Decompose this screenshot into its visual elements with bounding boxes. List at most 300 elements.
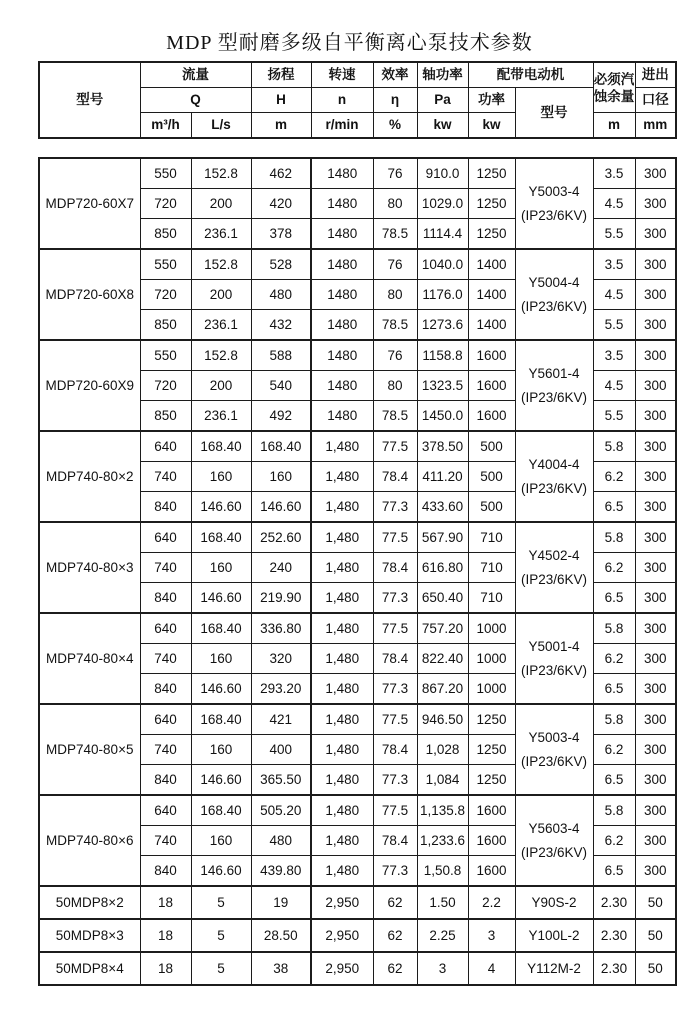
value-cell: 2.2: [468, 886, 515, 919]
value-cell: 6.2: [593, 735, 635, 765]
value-cell: 160: [251, 462, 311, 492]
value-cell: 1,480: [311, 795, 373, 826]
value-cell: 1250: [468, 704, 515, 735]
header-unit-npsh-m: m: [593, 113, 635, 139]
value-cell: 720: [140, 280, 191, 310]
value-cell: 640: [140, 704, 191, 735]
header-unit-rmin: r/min: [311, 113, 373, 139]
value-cell: 18: [140, 952, 191, 985]
value-cell: 1600: [468, 795, 515, 826]
value-cell: 2,950: [311, 952, 373, 985]
value-cell: 160: [191, 644, 251, 674]
value-cell: 62: [373, 952, 417, 985]
motor-model-cell: [515, 249, 593, 340]
value-cell: 300: [635, 189, 676, 219]
value-cell: 1400: [468, 310, 515, 341]
value-cell: 78.5: [373, 310, 417, 341]
value-cell: 4: [468, 952, 515, 985]
header-shaft-power: 轴功率: [417, 62, 468, 88]
value-cell: 77.3: [373, 674, 417, 705]
header-speed: 转速: [311, 62, 373, 88]
value-cell: 1450.0: [417, 401, 468, 432]
value-cell: 1,480: [311, 553, 373, 583]
value-cell: 236.1: [191, 401, 251, 432]
value-cell: 740: [140, 553, 191, 583]
value-cell: 1,480: [311, 674, 373, 705]
value-cell: 740: [140, 826, 191, 856]
table-row: [39, 522, 676, 553]
value-cell: 411.20: [417, 462, 468, 492]
motor-model-line: Y5004-4: [528, 274, 580, 290]
value-cell: 300: [635, 704, 676, 735]
value-cell: 1400: [468, 280, 515, 310]
value-cell: 1,233.6: [417, 826, 468, 856]
value-cell: 6.2: [593, 462, 635, 492]
model-cell: 50MDP8×4: [39, 952, 140, 985]
value-cell: 252.60: [251, 522, 311, 553]
value-cell: 1,480: [311, 613, 373, 644]
value-cell: 5.8: [593, 704, 635, 735]
header-unit-m: m: [251, 113, 311, 139]
header-flow: 流量: [140, 62, 251, 88]
body-rows: [39, 158, 676, 985]
value-cell: 1480: [311, 249, 373, 280]
value-cell: 76: [373, 249, 417, 280]
header-unit-kw-shaft: kw: [417, 113, 468, 139]
motor-model-cell: [515, 522, 593, 613]
value-cell: 1,135.8: [417, 795, 468, 826]
value-cell: 1323.5: [417, 371, 468, 401]
value-cell: 78.4: [373, 462, 417, 492]
header-flow-q: Q: [140, 88, 251, 113]
value-cell: 1273.6: [417, 310, 468, 341]
header-inout-2: 口径: [635, 88, 676, 113]
value-cell: 6.2: [593, 553, 635, 583]
value-cell: 152.8: [191, 340, 251, 371]
value-cell: 500: [468, 462, 515, 492]
value-cell: 550: [140, 340, 191, 371]
value-cell: 640: [140, 431, 191, 462]
value-cell: 1480: [311, 371, 373, 401]
value-cell: 336.80: [251, 613, 311, 644]
value-cell: 50: [635, 919, 676, 952]
value-cell: 300: [635, 401, 676, 432]
page-title: MDP 型耐磨多级自平衡离心泵技术参数: [166, 32, 533, 54]
value-cell: 62: [373, 919, 417, 952]
value-cell: 1,480: [311, 462, 373, 492]
value-cell: 3: [417, 952, 468, 985]
value-cell: 152.8: [191, 249, 251, 280]
value-cell: 1040.0: [417, 249, 468, 280]
value-cell: 76: [373, 158, 417, 189]
value-cell: 640: [140, 613, 191, 644]
value-cell: 710: [468, 553, 515, 583]
header-unit-m3h: m³/h: [140, 113, 191, 139]
value-cell: 1480: [311, 310, 373, 341]
value-cell: 420: [251, 189, 311, 219]
value-cell: 910.0: [417, 158, 468, 189]
value-cell: 650.40: [417, 583, 468, 614]
value-cell: 300: [635, 583, 676, 614]
value-cell: 200: [191, 189, 251, 219]
motor-model-line: Y4004-4: [528, 456, 580, 472]
value-cell: 740: [140, 735, 191, 765]
value-cell: 840: [140, 492, 191, 523]
value-cell: 1600: [468, 856, 515, 887]
motor-model-line: Y5601-4: [528, 365, 580, 381]
value-cell: 146.60: [191, 583, 251, 614]
value-cell: 168.40: [191, 795, 251, 826]
value-cell: 500: [468, 431, 515, 462]
value-cell: 77.3: [373, 492, 417, 523]
value-cell: 300: [635, 219, 676, 250]
value-cell: 50: [635, 886, 676, 919]
value-cell: 168.40: [191, 522, 251, 553]
header-npsh-line1: 必须汽: [593, 71, 635, 87]
header-npsh-line2: 蚀余量: [593, 88, 635, 104]
value-cell: 38: [251, 952, 311, 985]
value-cell: 5: [191, 919, 251, 952]
motor-model-cell: [515, 613, 593, 704]
value-cell: 640: [140, 795, 191, 826]
value-cell: 840: [140, 674, 191, 705]
value-cell: 616.80: [417, 553, 468, 583]
value-cell: 77.3: [373, 856, 417, 887]
value-cell: 588: [251, 340, 311, 371]
header-unit-mm: mm: [635, 113, 676, 139]
value-cell: 146.60: [191, 856, 251, 887]
value-cell: 78.4: [373, 644, 417, 674]
value-cell: 365.50: [251, 765, 311, 796]
motor-model-cell: [515, 886, 593, 919]
value-cell: 2.25: [417, 919, 468, 952]
value-cell: 78.5: [373, 219, 417, 250]
value-cell: 757.20: [417, 613, 468, 644]
value-cell: 1000: [468, 674, 515, 705]
value-cell: 320: [251, 644, 311, 674]
motor-model-line: (IP23/6KV): [520, 207, 588, 223]
value-cell: 439.80: [251, 856, 311, 887]
motor-model-line: Y5001-4: [528, 638, 580, 654]
value-cell: 80: [373, 280, 417, 310]
value-cell: 4.5: [593, 189, 635, 219]
value-cell: 77.5: [373, 704, 417, 735]
value-cell: 78.4: [373, 553, 417, 583]
value-cell: 432: [251, 310, 311, 341]
value-cell: 146.60: [251, 492, 311, 523]
value-cell: 1480: [311, 401, 373, 432]
value-cell: 946.50: [417, 704, 468, 735]
value-cell: 1600: [468, 401, 515, 432]
value-cell: 1480: [311, 280, 373, 310]
value-cell: 6.5: [593, 856, 635, 887]
value-cell: 5.8: [593, 431, 635, 462]
model-cell: MDP720-60X7: [39, 158, 140, 249]
value-cell: 740: [140, 644, 191, 674]
value-cell: 850: [140, 219, 191, 250]
value-cell: 1,084: [417, 765, 468, 796]
value-cell: 160: [191, 735, 251, 765]
header-eff-eta: η: [373, 88, 417, 113]
header-row-1: [39, 62, 676, 88]
header-motor: 配带电动机: [468, 62, 593, 88]
motor-model-line: Y90S-2: [531, 894, 577, 910]
value-cell: 160: [191, 553, 251, 583]
value-cell: 6.2: [593, 826, 635, 856]
value-cell: 1250: [468, 189, 515, 219]
value-cell: 300: [635, 431, 676, 462]
motor-model-line: Y5003-4: [528, 729, 580, 745]
value-cell: 28.50: [251, 919, 311, 952]
value-cell: 480: [251, 280, 311, 310]
motor-model-line: (IP23/6KV): [520, 389, 588, 405]
header-speed-n: n: [311, 88, 373, 113]
value-cell: 505.20: [251, 795, 311, 826]
value-cell: 5.8: [593, 522, 635, 553]
value-cell: 2,950: [311, 886, 373, 919]
table-row: [39, 249, 676, 280]
value-cell: 300: [635, 462, 676, 492]
value-cell: 1600: [468, 826, 515, 856]
model-cell: MDP720-60X9: [39, 340, 140, 431]
motor-model-cell: [515, 158, 593, 249]
value-cell: 640: [140, 522, 191, 553]
model-cell: 50MDP8×3: [39, 919, 140, 952]
table-row: [39, 431, 676, 462]
value-cell: 160: [191, 826, 251, 856]
value-cell: 3.5: [593, 158, 635, 189]
value-cell: 1029.0: [417, 189, 468, 219]
value-cell: 1,480: [311, 644, 373, 674]
value-cell: 78.4: [373, 826, 417, 856]
header-unit-kw-motor: kw: [468, 113, 515, 139]
value-cell: 1000: [468, 613, 515, 644]
value-cell: 3.5: [593, 249, 635, 280]
value-cell: 567.90: [417, 522, 468, 553]
value-cell: 300: [635, 249, 676, 280]
motor-model-line: (IP23/6KV): [520, 298, 588, 314]
data-table: [38, 157, 677, 986]
table-row: [39, 886, 676, 919]
value-cell: 146.60: [191, 492, 251, 523]
motor-model-line: (IP23/6KV): [520, 844, 588, 860]
value-cell: 300: [635, 492, 676, 523]
value-cell: 840: [140, 856, 191, 887]
value-cell: 840: [140, 765, 191, 796]
value-cell: 2,950: [311, 919, 373, 952]
value-cell: 850: [140, 401, 191, 432]
value-cell: 421: [251, 704, 311, 735]
value-cell: 492: [251, 401, 311, 432]
value-cell: 80: [373, 371, 417, 401]
value-cell: 1000: [468, 644, 515, 674]
value-cell: 1,50.8: [417, 856, 468, 887]
value-cell: 78.4: [373, 735, 417, 765]
value-cell: 480: [251, 826, 311, 856]
value-cell: 300: [635, 856, 676, 887]
value-cell: 300: [635, 674, 676, 705]
motor-model-cell: [515, 919, 593, 952]
value-cell: 300: [635, 826, 676, 856]
value-cell: 1176.0: [417, 280, 468, 310]
value-cell: 1114.4: [417, 219, 468, 250]
header-shaft-pa: Pa: [417, 88, 468, 113]
value-cell: 146.60: [191, 674, 251, 705]
value-cell: 168.40: [191, 431, 251, 462]
value-cell: 77.3: [373, 583, 417, 614]
value-cell: 1,480: [311, 522, 373, 553]
value-cell: 240: [251, 553, 311, 583]
motor-model-cell: [515, 340, 593, 431]
motor-model-line: Y4502-4: [528, 547, 580, 563]
value-cell: 168.40: [191, 613, 251, 644]
motor-model-cell: [515, 704, 593, 795]
motor-model-line: Y112M-2: [527, 960, 581, 976]
value-cell: 80: [373, 189, 417, 219]
value-cell: 550: [140, 158, 191, 189]
model-cell: MDP740-80×5: [39, 704, 140, 795]
table-row: [39, 952, 676, 985]
value-cell: 4.5: [593, 371, 635, 401]
value-cell: 3.5: [593, 340, 635, 371]
header-head-h: H: [251, 88, 311, 113]
table-row: [39, 158, 676, 189]
value-cell: 2.30: [593, 919, 635, 952]
header-model: 型号: [39, 62, 140, 138]
value-cell: 1480: [311, 219, 373, 250]
table-row: [39, 704, 676, 735]
header-motor-model: 型号: [515, 88, 593, 139]
value-cell: 1,480: [311, 826, 373, 856]
value-cell: 5.5: [593, 401, 635, 432]
value-cell: 500: [468, 492, 515, 523]
value-cell: 236.1: [191, 219, 251, 250]
value-cell: 378.50: [417, 431, 468, 462]
value-cell: 5: [191, 886, 251, 919]
value-cell: 850: [140, 310, 191, 341]
value-cell: 720: [140, 189, 191, 219]
value-cell: 6.5: [593, 583, 635, 614]
value-cell: 77.5: [373, 613, 417, 644]
value-cell: 300: [635, 735, 676, 765]
value-cell: 1480: [311, 340, 373, 371]
value-cell: 1,480: [311, 704, 373, 735]
model-cell: MDP740-80×4: [39, 613, 140, 704]
value-cell: 2.30: [593, 886, 635, 919]
value-cell: 720: [140, 371, 191, 401]
motor-model-line: Y100L-2: [528, 927, 580, 943]
value-cell: 1,480: [311, 492, 373, 523]
model-cell: MDP740-80×2: [39, 431, 140, 522]
value-cell: 462: [251, 158, 311, 189]
value-cell: 378: [251, 219, 311, 250]
value-cell: 1250: [468, 765, 515, 796]
value-cell: 5.5: [593, 310, 635, 341]
value-cell: 4.5: [593, 280, 635, 310]
table-row: [39, 795, 676, 826]
model-cell: MDP720-60X8: [39, 249, 140, 340]
value-cell: 200: [191, 371, 251, 401]
motor-model-line: (IP23/6KV): [520, 571, 588, 587]
value-cell: 710: [468, 583, 515, 614]
value-cell: 300: [635, 340, 676, 371]
header-head: 扬程: [251, 62, 311, 88]
value-cell: 840: [140, 583, 191, 614]
value-cell: 300: [635, 371, 676, 401]
value-cell: 77.3: [373, 765, 417, 796]
value-cell: 300: [635, 795, 676, 826]
table-row: [39, 613, 676, 644]
value-cell: 300: [635, 765, 676, 796]
value-cell: 50: [635, 952, 676, 985]
value-cell: 1600: [468, 371, 515, 401]
value-cell: 5.8: [593, 795, 635, 826]
value-cell: 822.40: [417, 644, 468, 674]
value-cell: 740: [140, 462, 191, 492]
value-cell: 528: [251, 249, 311, 280]
value-cell: 18: [140, 919, 191, 952]
value-cell: 300: [635, 310, 676, 341]
header-efficiency: 效率: [373, 62, 417, 88]
motor-model-line: Y5003-4: [528, 183, 580, 199]
value-cell: 1,480: [311, 765, 373, 796]
table-row: [39, 919, 676, 952]
value-cell: 146.60: [191, 765, 251, 796]
value-cell: 1250: [468, 219, 515, 250]
value-cell: 2.30: [593, 952, 635, 985]
value-cell: 5.5: [593, 219, 635, 250]
value-cell: 3: [468, 919, 515, 952]
header-table: [38, 61, 677, 139]
value-cell: 300: [635, 158, 676, 189]
value-cell: 300: [635, 553, 676, 583]
value-cell: 300: [635, 522, 676, 553]
value-cell: 219.90: [251, 583, 311, 614]
model-cell: 50MDP8×2: [39, 886, 140, 919]
header-unit-pct: %: [373, 113, 417, 139]
motor-model-line: (IP23/6KV): [520, 480, 588, 496]
value-cell: 77.5: [373, 795, 417, 826]
value-cell: 76: [373, 340, 417, 371]
model-cell: MDP740-80×3: [39, 522, 140, 613]
motor-model-cell: [515, 431, 593, 522]
value-cell: 293.20: [251, 674, 311, 705]
value-cell: 168.40: [191, 704, 251, 735]
value-cell: 160: [191, 462, 251, 492]
value-cell: 1,480: [311, 735, 373, 765]
value-cell: 1400: [468, 249, 515, 280]
value-cell: 18: [140, 886, 191, 919]
motor-model-line: Y5603-4: [528, 820, 580, 836]
value-cell: 300: [635, 613, 676, 644]
header-motor-power: 功率: [468, 88, 515, 113]
value-cell: 1480: [311, 158, 373, 189]
header-unit-ls: L/s: [191, 113, 251, 139]
value-cell: 1,480: [311, 856, 373, 887]
value-cell: 550: [140, 249, 191, 280]
value-cell: 6.2: [593, 644, 635, 674]
value-cell: 77.5: [373, 431, 417, 462]
value-cell: 5: [191, 952, 251, 985]
table-row: [39, 340, 676, 371]
value-cell: 400: [251, 735, 311, 765]
value-cell: 1158.8: [417, 340, 468, 371]
value-cell: 5.8: [593, 613, 635, 644]
value-cell: 710: [468, 522, 515, 553]
value-cell: 1480: [311, 189, 373, 219]
value-cell: 168.40: [251, 431, 311, 462]
value-cell: 1,028: [417, 735, 468, 765]
